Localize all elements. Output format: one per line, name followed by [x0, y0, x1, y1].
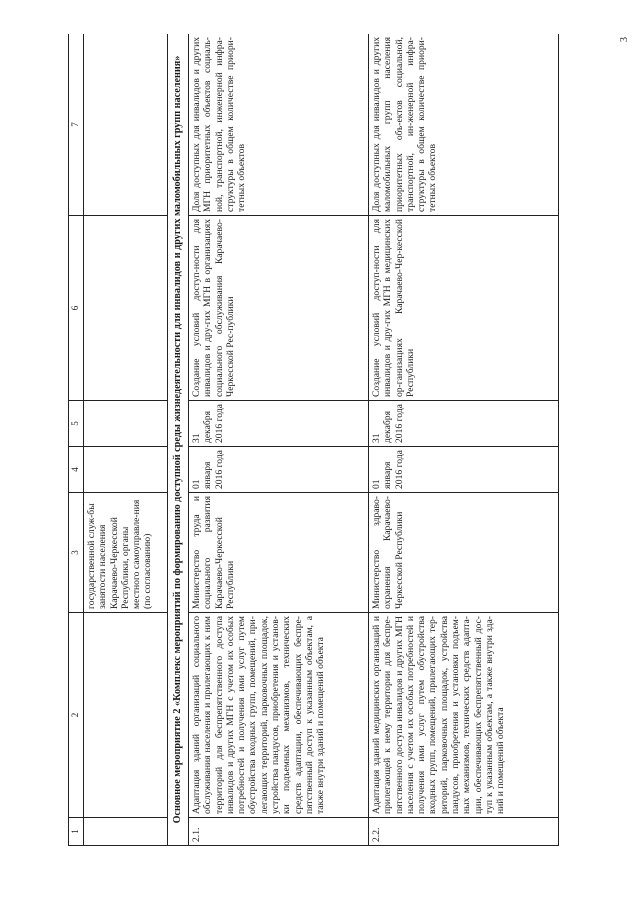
- row-measure: Адаптация зданий организаций социального обслуживания населения и прилегающих к ним территорий для беспрепятственного доступа инвалидов и других МГН с учетом их особых потребностей и получения ими услуг путем обустройства входных групп, помещений, при-легающих территорий, парковочных площадок, устройства пандусов, приобретения и установ-ки подъемных механизмов, технических средств адаптации, обеспечивающих беспре-пятственный доступ к указанным объектам, а также внутри зданий и помещений объекта: [189, 613, 369, 818]
- continuation-cell-2: [84, 613, 168, 818]
- row-indicator: Доля доступных для инвалидов и других маломобильных групп населения приоритетных объ-ектов социальной, транспортной, ин-женерной инфра-структуры в общем количестве приори-тетных объектов: [369, 34, 559, 216]
- col-header-3: 3: [69, 493, 84, 613]
- table-row: [189, 34, 369, 846]
- row-indicator: Доля доступных для инвалидов и других МГН приоритетных объектов социаль-ной, транспортной, инженерной инфра-структуры в общем количестве приори-тетных объектов: [189, 34, 369, 216]
- col-header-4: 4: [69, 447, 84, 493]
- row-number: 2.1.: [189, 818, 369, 846]
- continuation-cell-4: [84, 447, 168, 493]
- row-end-date: 31 декабря 2016 года: [189, 401, 369, 447]
- row-result: Создание условий доступ-ности для инвалидов и дру-гих МГН в организациях социального обслуживания Карачаево-Черкесской Рес-публики: [189, 216, 369, 401]
- section-row: [168, 34, 189, 846]
- column-number-row: [69, 34, 84, 846]
- continuation-cell-5: [84, 401, 168, 447]
- page-number: 3: [619, 37, 630, 42]
- row-executor: Министерство труда и социального развития Карачаево-Черкесской Республики: [189, 493, 369, 613]
- col-header-1: 1: [69, 818, 84, 846]
- row-measure: Адаптация зданий медицинских организаций и прилегающей к нему территории для беспре-пятственного доступа инвалидов и других МГН населения с учетом их особых потребностей и получения ими услуг путем обустройства входных групп, помещений, прилегающих тер-риторий, парковочных площадок, устройства пандусов, приобретения и установки подъем-ных механизмов, технических средств адапта-ции, обеспечивающих беспрепятственный дос-туп к указанным объектам, а также внутри зда-ний и помещений объекта: [369, 613, 559, 818]
- row-number: 2.2.: [369, 818, 559, 846]
- row-end-date: 31 декабря 2016 года: [369, 401, 559, 447]
- row-start-date: 01 января 2016 года: [369, 447, 559, 493]
- col-header-2: 2: [69, 613, 84, 818]
- col-header-6: 6: [69, 216, 84, 401]
- continuation-cell-7: [84, 34, 168, 216]
- measures-table: [68, 34, 559, 846]
- rotated-table-wrapper: [68, 34, 626, 846]
- continuation-row: [84, 34, 168, 846]
- continuation-cell-6: [84, 216, 168, 401]
- row-executor: Министерство здраво-охранения Карачаево-Черкесской Республики: [369, 493, 559, 613]
- continuation-executor: государственной служ-бы занятости населения Карачаево-Черкесской Республики, органы местного самоуправле-ния (по согласованию): [84, 493, 168, 613]
- section-title: Основное мероприятие 2 «Комплекс мероприятий по формированию доступной среды жизнедеятельности для инвалидов и других маломобильных групп населения»: [168, 34, 189, 846]
- row-result: Создание условий доступ-ности для инвалидов и дру-гих МГН в медицинских ор-ганизациях Карачаево-Чер-кесской Республики: [369, 216, 559, 401]
- row-start-date: 01 января 2016 года: [189, 447, 369, 493]
- continuation-cell-1: [84, 818, 168, 846]
- table-row: [369, 34, 559, 846]
- document-sheet: [68, 34, 626, 846]
- col-header-5: 5: [69, 401, 84, 447]
- col-header-7: 7: [69, 34, 84, 216]
